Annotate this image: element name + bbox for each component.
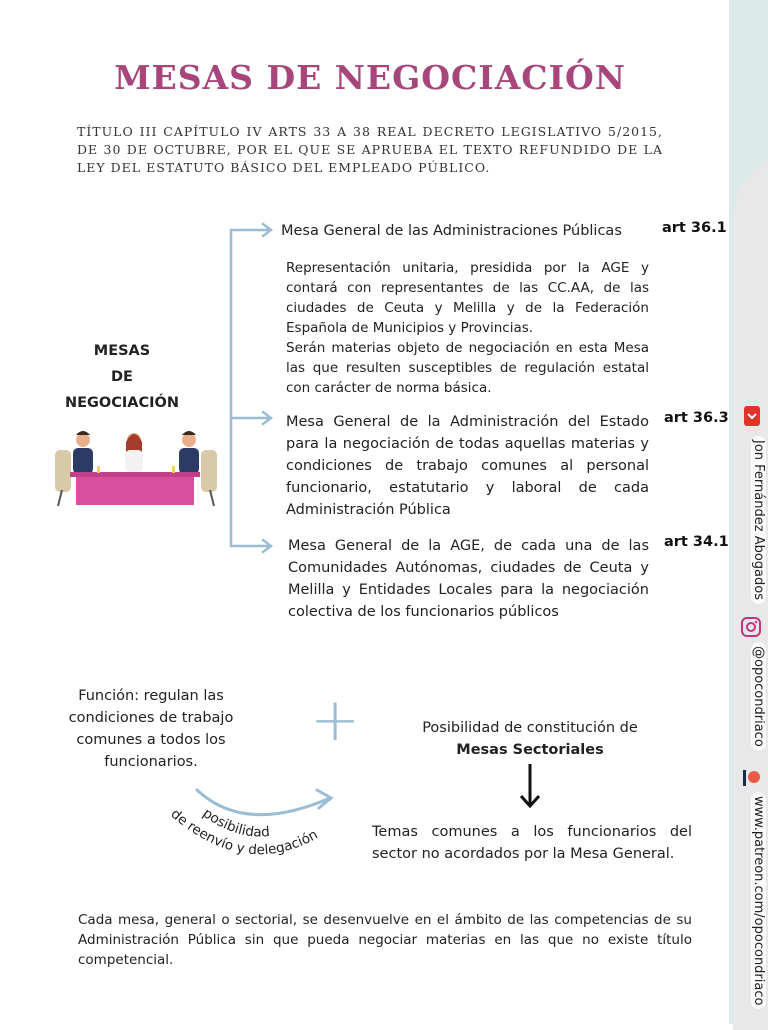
left-heading (52, 338, 192, 416)
page-title: MESAS DE NEGOCIACIÓN (114, 58, 626, 97)
branch-2-label: Mesa General de la Administración del Estado para la negociación de todas aquellas materias y condiciones de trabajo comunes al personal funcionario, estatutario y laboral de cada Administración Pública (286, 414, 649, 518)
left-heading-line-3: NEGOCIACIÓN (64, 395, 180, 411)
branch-1-detail-para-2: Serán materias objeto de negociación en esta Mesa las que resulten susceptibles de regulación estatal con carácter de norma básica. (286, 340, 649, 396)
curved-text-line-1: posibilidad (199, 805, 271, 841)
youtube-icon[interactable] (744, 406, 760, 426)
side-author: Jon Fernández Abogados (751, 436, 766, 604)
function-text: Función: regulan las condiciones de trabajo comunes a todos los funcionarios. (68, 688, 234, 770)
down-arrow-icon (518, 762, 542, 812)
negotiation-table-illustration (52, 428, 220, 510)
instagram-icon[interactable] (741, 617, 761, 637)
bracket-arrows (220, 220, 280, 560)
branch-1-label: Mesa General de las Administraciones Públicas (281, 223, 622, 239)
side-instagram[interactable]: @opocondriaco (751, 642, 766, 751)
patreon-icon[interactable] (742, 768, 762, 788)
sectoral-topics: Temas comunes a los funcionarios del sector no acordados por la Mesa General. (372, 824, 692, 862)
subtitle: TÍTULO III CAPÍTULO IV ARTS 33 A 38 REAL DECRETO LEGISLATIVO 5/2015, DE 30 DE OCTUBRE, POR EL QUE SE APRUEBA EL TEXTO REFUNDIDO DE LA LEY DEL ESTATUTO BÁSICO DEL EMPLEADO PÚBLICO. (77, 124, 663, 175)
branch-1-art: art 36.1 (662, 220, 727, 236)
sectoral-intro: Posibilidad de constitución de (422, 720, 638, 736)
left-heading-line-1: MESAS (93, 343, 151, 359)
branch-2-art: art 36.3 (664, 410, 729, 426)
branch-3-art: art 34.1 (664, 534, 729, 550)
curved-caption (160, 800, 350, 880)
sectoral-bold: Mesas Sectoriales (456, 742, 604, 758)
footer-text: Cada mesa, general o sectorial, se desenvuelve en el ámbito de las competencias de su Administración Pública sin que pueda negociar materias en las que no existe título competencial. (78, 912, 692, 968)
sectoral-block (380, 717, 680, 761)
curved-text-line-2: de reenvío y delegación (167, 805, 321, 859)
branch-1-detail (286, 258, 649, 398)
plus-sign: + (310, 685, 361, 755)
side-patreon[interactable]: www.patreon.com/opocondriaco (751, 792, 766, 1009)
branch-3-label: Mesa General de la AGE, de cada una de las Comunidades Autónomas, ciudades de Ceuta y Melilla y Entidades Locales para la negociación colectiva de los funcionarios públicos (288, 538, 649, 620)
left-heading-line-2: DE (111, 369, 133, 385)
branch-1-detail-para-1: Representación unitaria, presidida por la AGE y contará con representantes de las CC.AA, de las ciudades de Ceuta y Melilla y de la Federación Española de Municipios y Provincias. (286, 260, 649, 336)
